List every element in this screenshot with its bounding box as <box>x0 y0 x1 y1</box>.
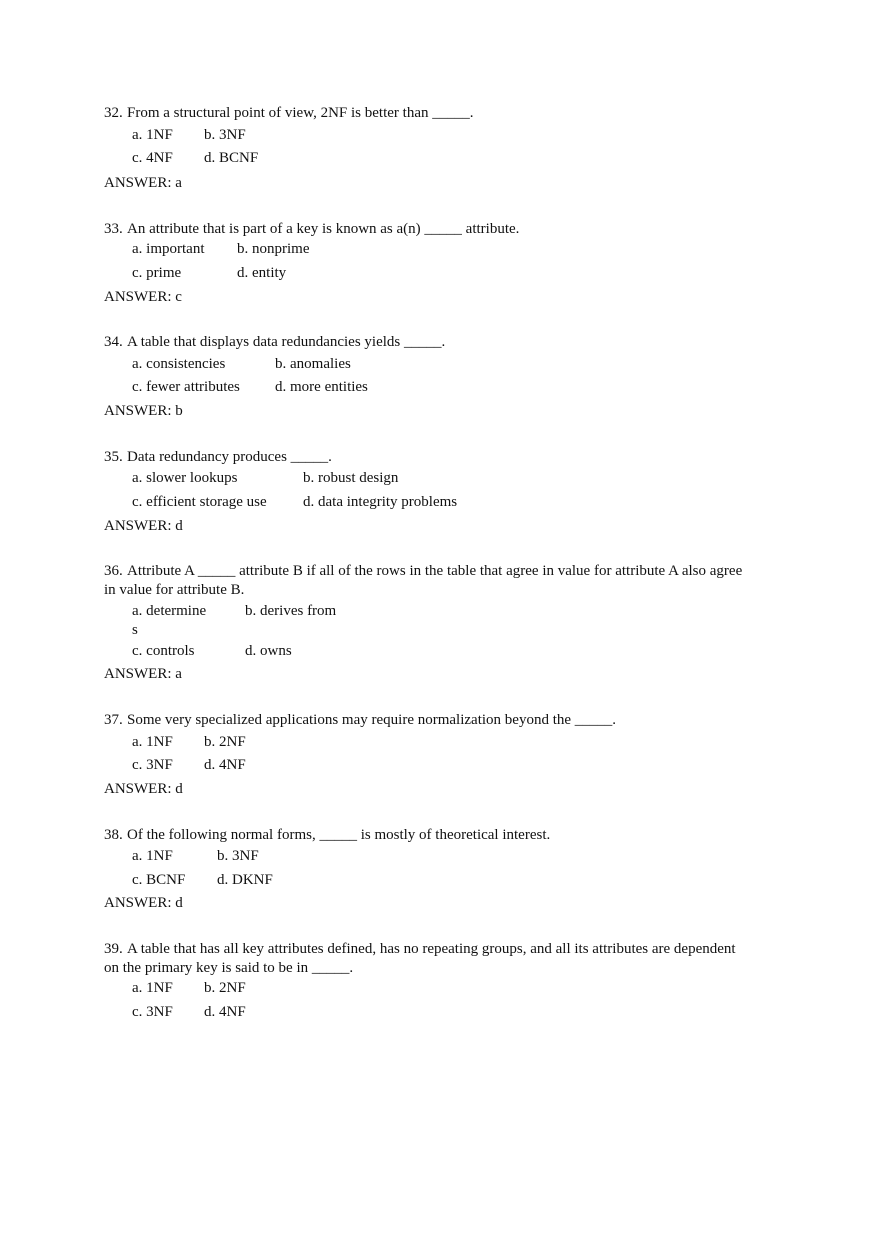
option-a: a. 1NF <box>132 848 173 864</box>
option-b: b. derives from <box>245 603 337 619</box>
option-a: a. 1NF <box>132 980 173 996</box>
option-b: b. 2NF <box>204 980 246 996</box>
answer-line: ANSWER: b <box>104 403 183 419</box>
option-a: a. important <box>132 241 205 257</box>
option-d: d. owns <box>245 643 292 659</box>
question-number: 32. <box>104 105 123 121</box>
option-d: d. data integrity problems <box>303 494 458 510</box>
answer-line: ANSWER: a <box>104 175 182 191</box>
option-d: d. more entities <box>275 379 368 395</box>
question-number: 34. <box>104 334 123 350</box>
question-number: 37. <box>104 712 123 728</box>
question-text: From a structural point of view, 2NF is better than _____. <box>127 105 474 121</box>
option-c: c. controls <box>132 643 195 659</box>
option-a: a. 1NF <box>132 734 173 750</box>
option-c: c. 3NF <box>132 1004 173 1020</box>
question-number: 39. <box>104 941 123 957</box>
option-a: a. determines <box>132 603 207 638</box>
option-c: c. 4NF <box>132 150 173 166</box>
option-b: b. 2NF <box>204 734 246 750</box>
option-a: a. 1NF <box>132 127 173 143</box>
option-a: a. slower lookups <box>132 470 238 486</box>
question-text: A table that displays data redundancies yields _____. <box>127 334 446 350</box>
option-d: d. 4NF <box>204 1004 246 1020</box>
question-text-continued: in value for attribute B. <box>104 582 245 598</box>
option-b: b. robust design <box>303 470 399 486</box>
option-b: b. 3NF <box>217 848 259 864</box>
option-b: b. anomalies <box>275 356 351 372</box>
option-b: b. nonprime <box>237 241 310 257</box>
answer-line: ANSWER: d <box>104 895 183 911</box>
question-text: Attribute A _____ attribute B if all of the rows in the table that agree in value for attribute A also agree <box>127 563 743 579</box>
option-c: c. BCNF <box>132 872 186 888</box>
answer-line: ANSWER: d <box>104 781 183 797</box>
question-text: Some very specialized applications may require normalization beyond the _____. <box>127 712 617 728</box>
answer-line: ANSWER: c <box>104 289 182 305</box>
option-d: d. BCNF <box>204 150 259 166</box>
answer-line: ANSWER: d <box>104 518 183 534</box>
answer-line: ANSWER: a <box>104 666 182 682</box>
option-c: c. efficient storage use <box>132 494 267 510</box>
question-text: Data redundancy produces _____. <box>127 449 332 465</box>
option-d: d. entity <box>237 265 287 281</box>
option-d: d. DKNF <box>217 872 273 888</box>
question-text: Of the following normal forms, _____ is mostly of theoretical interest. <box>127 827 551 843</box>
question-text: A table that has all key attributes defined, has no repeating groups, and all its attributes are dependent <box>127 941 736 957</box>
question-number: 35. <box>104 449 123 465</box>
question-number: 38. <box>104 827 123 843</box>
question-text-continued: on the primary key is said to be in _____. <box>104 960 354 976</box>
option-b: b. 3NF <box>204 127 246 143</box>
option-d: d. 4NF <box>204 757 246 773</box>
question-text: An attribute that is part of a key is known as a(n) _____ attribute. <box>127 221 520 237</box>
option-c: c. 3NF <box>132 757 173 773</box>
option-a: a. consistencies <box>132 356 226 372</box>
question-number: 36. <box>104 563 123 579</box>
option-c: c. prime <box>132 265 182 281</box>
question-number: 33. <box>104 221 123 237</box>
option-c: c. fewer attributes <box>132 379 240 395</box>
